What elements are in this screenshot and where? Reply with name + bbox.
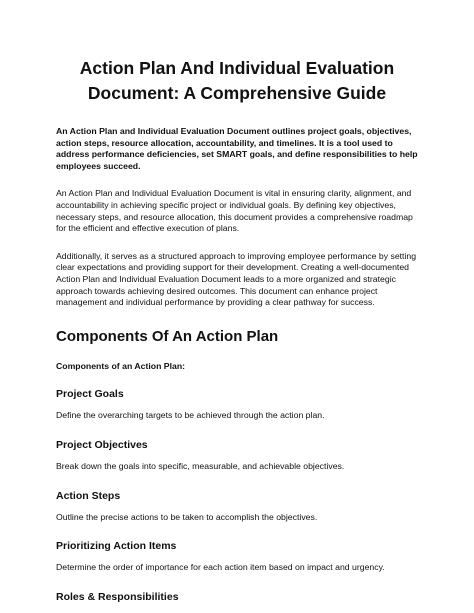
item-heading: Action Steps	[56, 489, 121, 502]
item-heading: Roles & Responsibilities	[56, 590, 179, 603]
intro-summary: An Action Plan and Individual Evaluation Document outlines project goals, objectives, action steps, resource allocation, accountability, and timelines. It is a tool used to address performance deficiencies, set SMART goals, and define responsibilities to help employees succeed.	[56, 126, 418, 171]
item-description: Break down the goals into specific, measurable, and achievable objectives.	[56, 460, 345, 471]
item-description: Outline the precise actions to be taken to accomplish the objectives.	[56, 511, 318, 522]
section-subheading: Components of an Action Plan:	[56, 360, 186, 371]
body-paragraph: Additionally, it serves as a structured approach to improving employee performance by setting clear expectations and providing support for their development. Creating a well-documented Action Plan and Individual Evaluation Document leads to a more organized and strategic approach towards achieving desired outcomes. This document can enhance project management and individual performance by providing a clear pathway for success.	[56, 250, 417, 308]
body-paragraph: An Action Plan and Individual Evaluation Document is vital in ensuring clarity, alignment, and accountability in achieving specific project or individual goals. By defining key objectives, necessary steps, and resource allocation, this document provides a comprehensive roadmap for the efficient and effective execution of plans.	[56, 188, 413, 234]
item-heading: Project Goals	[56, 388, 124, 401]
item-heading: Project Objectives	[56, 438, 148, 451]
item-description: Determine the order of importance for each action item based on impact and urgency.	[56, 562, 385, 573]
item-heading: Prioritizing Action Items	[56, 540, 177, 553]
document-title: Action Plan And Individual Evaluation Document: A Comprehensive Guide	[79, 58, 395, 103]
section-heading: Components Of An Action Plan	[56, 327, 279, 345]
item-description: Define the overarching targets to be achieved through the action plan.	[56, 410, 325, 421]
